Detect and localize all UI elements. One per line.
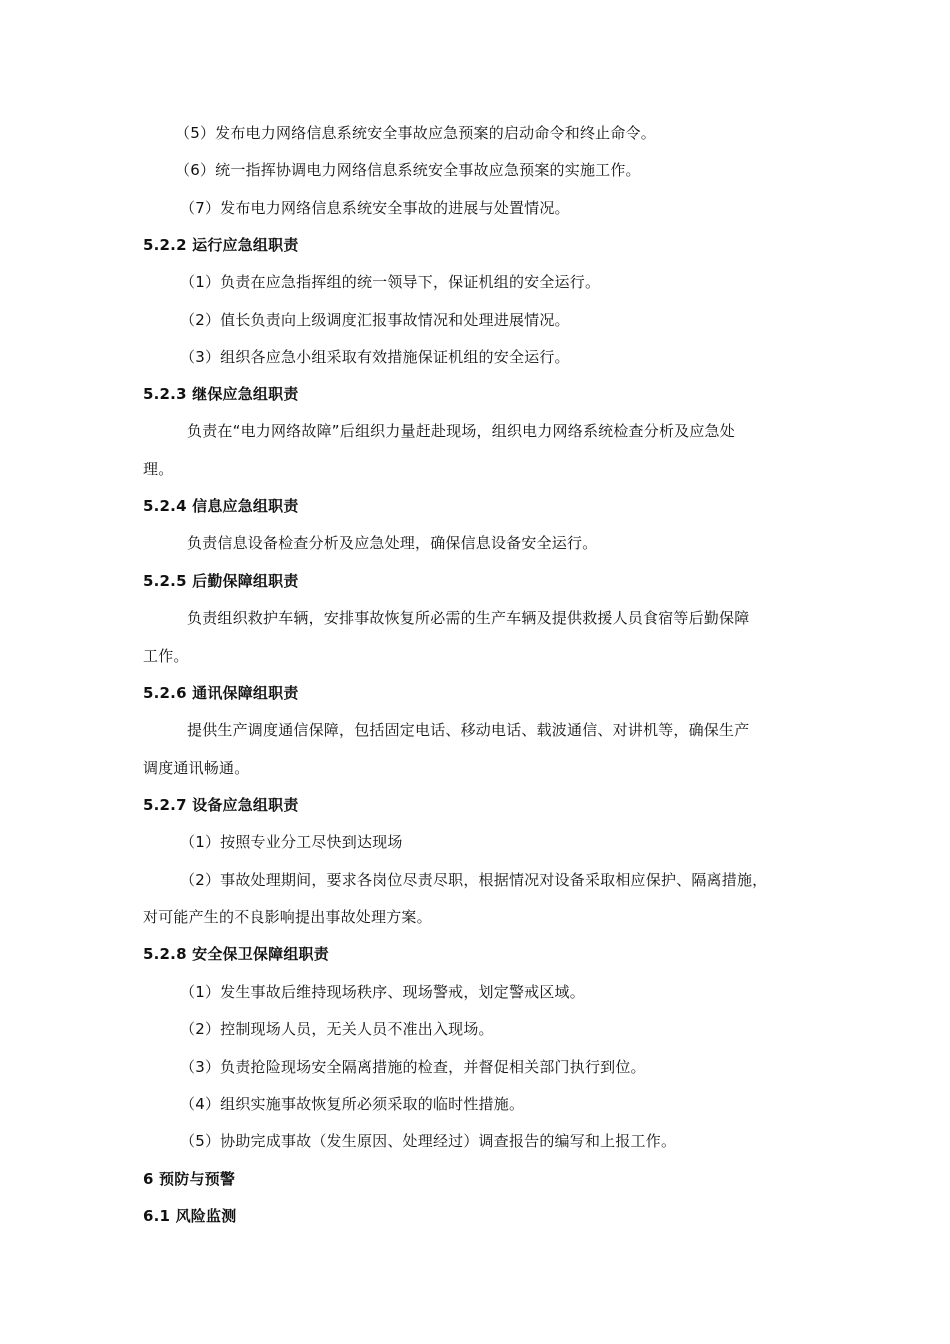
section-heading: 5.2.8 安全保卫保障组职责 <box>143 945 329 963</box>
paragraph-line: 负责在“电力网络故障”后组织力量赶赴现场，组织电力网络系统检查分析及应急处 <box>187 422 735 440</box>
list-item: （4）组织实施事故恢复所必须采取的临时性措施。 <box>180 1095 525 1113</box>
list-item: （7）发布电力网络信息系统安全事故的进展与处置情况。 <box>180 199 570 217</box>
section-heading: 6.1 风险监测 <box>143 1207 237 1225</box>
section-heading: 5.2.6 通讯保障组职责 <box>143 684 299 702</box>
list-item: （2）控制现场人员，无关人员不准出入现场。 <box>180 1020 494 1038</box>
section-heading: 5.2.5 后勤保障组职责 <box>143 572 299 590</box>
paragraph-line: 工作。 <box>143 647 189 665</box>
section-heading: 5.2.2 运行应急组职责 <box>143 236 299 254</box>
paragraph-line: 理。 <box>143 460 174 478</box>
paragraph-line: 调度通讯畅通。 <box>143 759 250 777</box>
list-item: （1）负责在应急指挥组的统一领导下，保证机组的安全运行。 <box>180 273 601 291</box>
section-heading: 5.2.7 设备应急组职责 <box>143 796 299 814</box>
list-item: （3）组织各应急小组采取有效措施保证机组的安全运行。 <box>180 348 570 366</box>
list-item: （5）协助完成事故（发生原因、处理经过）调查报告的编写和上报工作。 <box>180 1132 677 1150</box>
paragraph-line: 对可能产生的不良影响提出事故处理方案。 <box>143 908 432 926</box>
paragraph-line: 负责信息设备检查分析及应急处理，确保信息设备安全运行。 <box>187 534 598 552</box>
section-heading: 6 预防与预警 <box>143 1170 236 1188</box>
list-item: （2）值长负责向上级调度汇报事故情况和处理进展情况。 <box>180 311 570 329</box>
list-item: （1）发生事故后维持现场秩序、现场警戒，划定警戒区域。 <box>180 983 585 1001</box>
list-item: （6）统一指挥协调电力网络信息系统安全事故应急预案的实施工作。 <box>175 161 641 179</box>
list-item: （1）按照专业分工尽快到达现场 <box>180 833 403 851</box>
list-item: （5）发布电力网络信息系统安全事故应急预案的启动命令和终止命令。 <box>175 124 656 142</box>
paragraph-line: 提供生产调度通信保障，包括固定电话、移动电话、载波通信、对讲机等，确保生产 <box>187 721 750 739</box>
paragraph-line: 负责组织救护车辆，安排事故恢复所必需的生产车辆及提供救援人员食宿等后勤保障 <box>187 609 750 627</box>
section-heading: 5.2.3 继保应急组职责 <box>143 385 299 403</box>
section-heading: 5.2.4 信息应急组职责 <box>143 497 299 515</box>
list-item: （2）事故处理期间，要求各岗位尽责尽职，根据情况对设备采取相应保护、隔离措施， <box>180 871 768 889</box>
list-item: （3）负责抢险现场安全隔离措施的检查，并督促相关部门执行到位。 <box>180 1058 646 1076</box>
